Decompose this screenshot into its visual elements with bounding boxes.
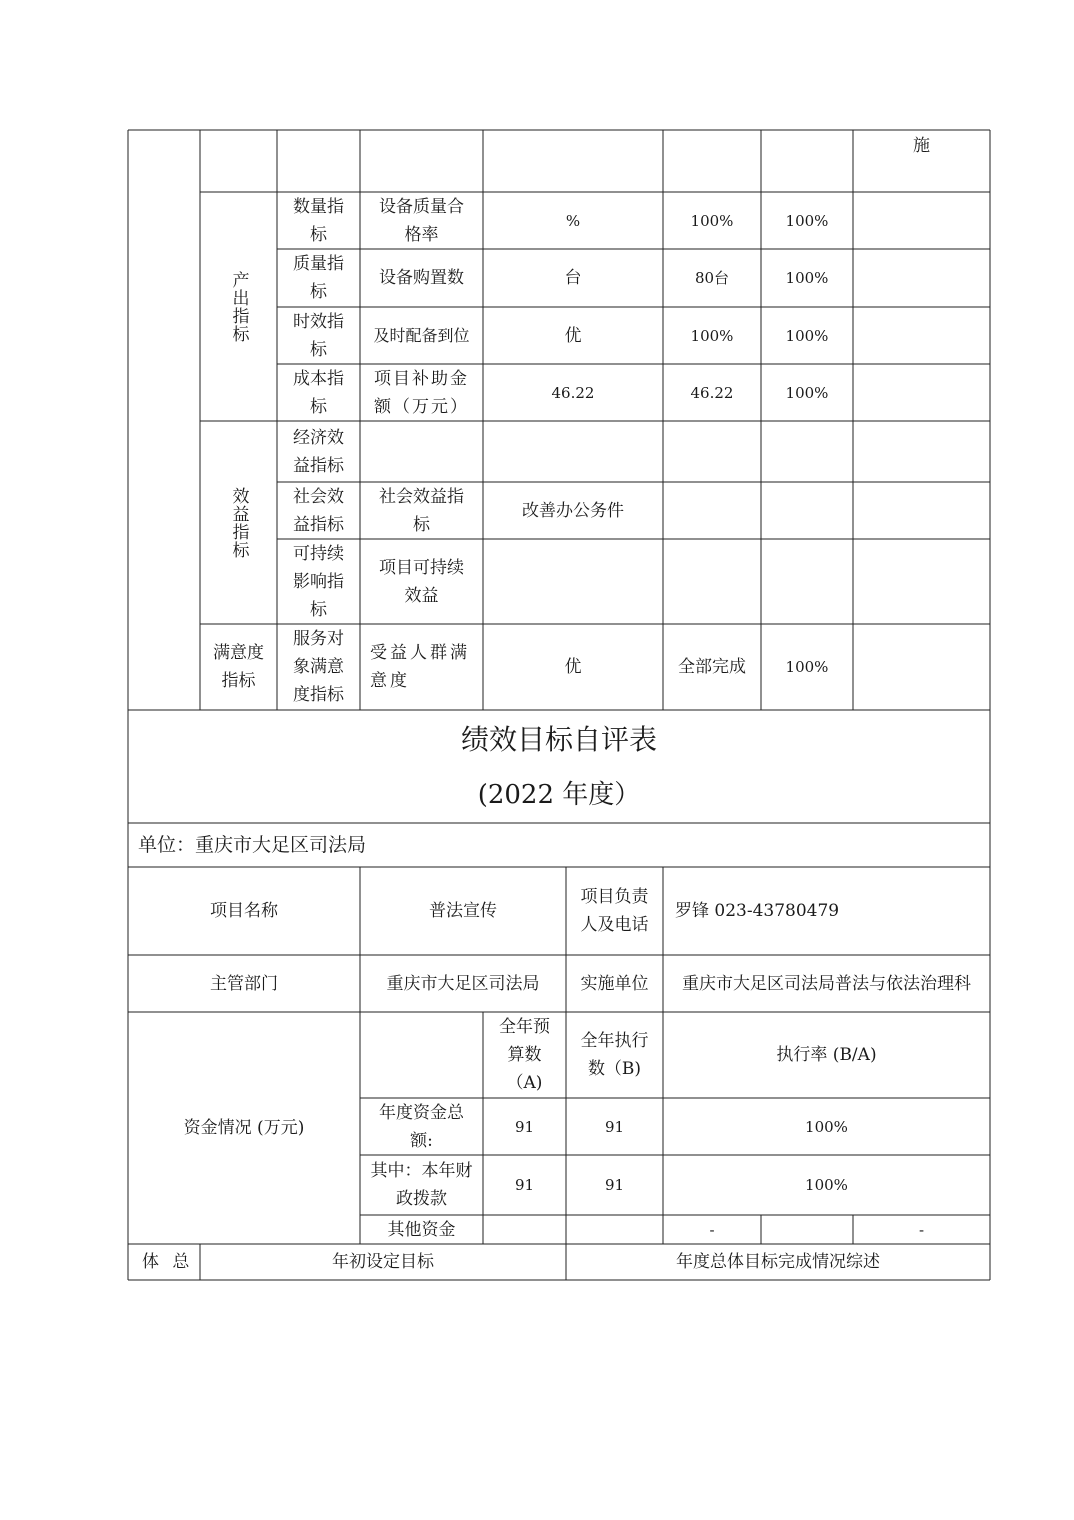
col-budget-header: 全年预算数（A) — [499, 1017, 550, 1093]
form-title: 绩效目标自评表 — [460, 723, 657, 756]
table-row-value: 100% — [690, 326, 734, 345]
other-funds-dash-a: - — [709, 1220, 715, 1239]
table-row-target: 46.22 — [551, 383, 595, 402]
table-row-indicator: 受益人群满意度 — [370, 643, 470, 691]
table-row-indicator: 设备质量合格率 — [379, 196, 464, 245]
dept-label: 主管部门 — [210, 973, 278, 994]
table-row-indicator: 项目可持续效益 — [379, 557, 464, 606]
table-row-sub-indicator: 质量指标 — [293, 254, 344, 302]
satisfaction-indicator-group — [200, 624, 277, 710]
table-row-sub-indicator: 社会效益指标 — [293, 486, 344, 535]
table-row-score: 100% — [785, 383, 829, 402]
overall-target-label: 体 总 — [142, 1252, 194, 1272]
table-row-sub-indicator: 成本指标 — [293, 368, 344, 417]
table-row-sub-indicator: 服务对象满意度指标 — [293, 629, 344, 705]
output-indicator-group-label: 产出指标 — [228, 270, 249, 343]
table-row-target: 改善办公务件 — [522, 500, 624, 521]
impl-label: 实施单位 — [580, 973, 649, 994]
fund-row-b: 91 — [604, 1117, 625, 1136]
fund-row-rate: 100% — [805, 1117, 848, 1136]
fund-row-a: 91 — [514, 1117, 535, 1136]
table-row-sub-indicator: 可持续影响指标 — [293, 543, 344, 620]
table-row-target: 台 — [564, 268, 582, 288]
project-name-value: 普法宣传 — [429, 901, 497, 921]
table-row-target: 优 — [564, 325, 582, 346]
table-row-score: 100% — [785, 658, 829, 676]
table-row-score: 100% — [785, 211, 829, 230]
dept-value: 重庆市大足区司法局 — [386, 973, 540, 994]
table-row-indicator: 社会效益指标 — [379, 486, 464, 535]
form-year: (2022 年度） — [477, 780, 641, 810]
table-row-score: 100% — [785, 326, 829, 345]
table-row-indicator: 及时配备到位 — [373, 325, 470, 345]
impl-value: 重庆市大足区司法局普法与依法治理科 — [682, 973, 971, 994]
table-row-score: 100% — [785, 269, 829, 287]
project-name-label: 项目名称 — [210, 901, 278, 921]
benefit-indicator-group — [200, 421, 277, 624]
table-row-indicator: 项目补助金额（万元） — [374, 368, 469, 417]
table-row-value: 46.22 — [690, 383, 734, 402]
unit-line: 单位：重庆市大足区司法局 — [138, 834, 367, 856]
table-row-sub-indicator: 时效指标 — [293, 311, 344, 360]
table-row-value: 80台 — [694, 269, 730, 287]
table-row-sub-indicator: 数量指标 — [293, 196, 344, 245]
table-row-value: 100% — [690, 211, 734, 230]
col-rate-header: 执行率 (B/A) — [776, 1045, 877, 1065]
table-row-indicator: 设备购置数 — [379, 268, 464, 288]
fund-row-a: 91 — [514, 1176, 535, 1194]
benefit-indicator-group-label: 效益指标 — [228, 486, 249, 559]
other-funds-dash-b: - — [918, 1220, 925, 1239]
other-funds-label: 其他资金 — [387, 1219, 456, 1240]
completion-summary-label: 年度总体目标完成情况综述 — [676, 1252, 880, 1272]
col-exec-header: 全年执行数（B) — [580, 1031, 649, 1079]
table-row-indicator — [360, 421, 483, 482]
fund-row-label: 年度资金总额: — [379, 1102, 464, 1151]
table-row-target: 优 — [564, 657, 582, 677]
table-row-sub-indicator: 经济效益指标 — [293, 427, 344, 476]
annual-goal-label: 年初设定目标 — [332, 1252, 434, 1272]
fund-row-b: 91 — [604, 1176, 625, 1194]
funds-label: 资金情况 (万元) — [183, 1118, 305, 1138]
owner-value: 罗锋 023-43780479 — [675, 901, 840, 921]
fund-row-label: 其中：本年财政拨款 — [370, 1161, 473, 1209]
fund-row-rate: 100% — [805, 1176, 848, 1194]
table-row-target: % — [565, 211, 581, 230]
top-row-note: 施 — [913, 136, 930, 156]
output-indicator-group — [200, 192, 277, 421]
satisfaction-indicator-group-label: 满意度指标 — [213, 643, 264, 691]
table-row-value: 全部完成 — [678, 657, 746, 677]
owner-label: 项目负责人及电话 — [580, 887, 649, 935]
